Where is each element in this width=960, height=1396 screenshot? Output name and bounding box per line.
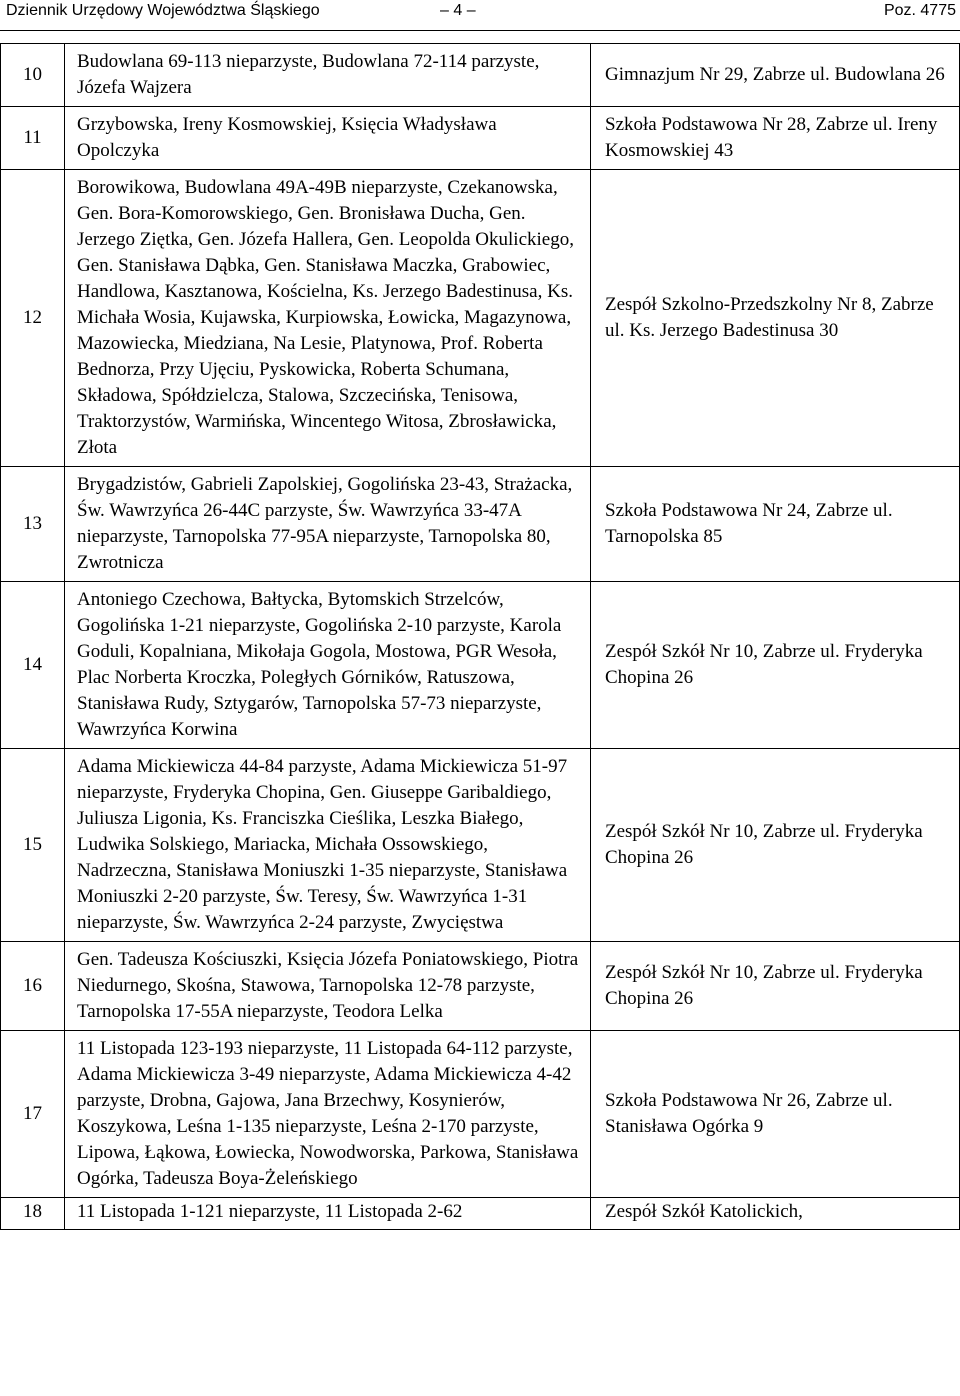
table-row (1, 107, 960, 170)
table-row (1, 942, 960, 1031)
streets-cell: Brygadzistów, Gabrieli Zapolskiej, Gogolińska 23-43, Strażacka, Św. Wawrzyńca 26-44C parzyste, Św. Wawrzyńca 33-47A nieparzyste, Tarnopolska 77-95A nieparzyste, Tarnopolska 80, Zwrotnicza (65, 467, 591, 582)
journal-title: Dziennik Urzędowy Województwa Śląskiego (6, 2, 320, 19)
district-number: 11 (1, 107, 65, 170)
streets-cell: 11 Listopada 123-193 nieparzyste, 11 Listopada 64-112 parzyste, Adama Mickiewicza 3-49 nieparzyste, Adama Mickiewicza 4-42 parzyste, Drobna, Gajowa, Jana Brzechwy, Kosynierów, Koszykowa, Leśna 1-135 nieparzyste, Leśna 2-170 parzyste, Lipowa, Łąkowa, Łowiecka, Nowodworska, Parkowa, Stanisława Ogórka, Tadeusza Boya-Żeleńskiego (65, 1031, 591, 1198)
table-row (1, 1031, 960, 1198)
item-position: Poz. 4775 (883, 2, 956, 19)
page-number: – 4 – (440, 2, 476, 19)
streets-cell: 11 Listopada 1-121 nieparzyste, 11 Listopada 2-62 (65, 1198, 591, 1230)
streets-cell: Gen. Tadeusza Kościuszki, Księcia Józefa Poniatowskiego, Piotra Niedurnego, Skośna, Stawowa, Tarnopolska 12-78 parzyste, Tarnopolska 17-55A nieparzyste, Teodora Lelka (65, 942, 591, 1031)
school-cell: Zespół Szkół Nr 10, Zabrze ul. Fryderyka Chopina 26 (591, 582, 960, 749)
school-cell: Szkoła Podstawowa Nr 26, Zabrze ul. Stanisława Ogórka 9 (591, 1031, 960, 1198)
table-row (1, 749, 960, 942)
school-cell: Zespół Szkolno-Przedszkolny Nr 8, Zabrze ul. Ks. Jerzego Badestinusa 30 (591, 170, 960, 467)
streets-cell: Borowikowa, Budowlana 49A-49B nieparzyste, Czekanowska, Gen. Bora-Komorowskiego, Gen. Bronisława Ducha, Gen. Jerzego Ziętka, Gen. Józefa Hallera, Gen. Leopolda Okulickiego, Gen. Stanisława Dąbka, Gen. Stanisława Maczka, Grabowiec, Handlowa, Kasztanowa, Kościelna, Ks. Jerzego Badestinusa, Ks. Michała Wosia, Kujawska, Kurpiowska, Łowicka, Magazynowa, Mazowiecka, Miedziana, Na Lesie, Platynowa, Prof. Roberta Bednorza, Przy Ujęciu, Pyskowicka, Roberta Schumana, Składowa, Spółdzielcza, Stalowa, Szczecińska, Tenisowa, Traktorzystów, Warmińska, Wincentego Witosa, Zbrosławicka, Złota (65, 170, 591, 467)
school-cell: Zespół Szkół Nr 10, Zabrze ul. Fryderyka Chopina 26 (591, 749, 960, 942)
school-cell: Gimnazjum Nr 29, Zabrze ul. Budowlana 26 (591, 44, 960, 107)
district-number: 13 (1, 467, 65, 582)
district-number: 17 (1, 1031, 65, 1198)
table-row (1, 467, 960, 582)
page-header (0, 0, 960, 36)
school-cell: Zespół Szkół Nr 10, Zabrze ul. Fryderyka Chopina 26 (591, 942, 960, 1031)
streets-cell: Adama Mickiewicza 44-84 parzyste, Adama Mickiewicza 51-97 nieparzyste, Fryderyka Chopina, Gen. Giuseppe Garibaldiego, Juliusza Ligonia, Ks. Franciszka Cieślika, Leszka Białego, Ludwika Solskiego, Mariacka, Michała Ossowskiego, Nadrzeczna, Stanisława Moniuszki 1-35 nieparzyste, Stanisława Moniuszki 2-20 parzyste, Św. Teresy, Św. Wawrzyńca 1-31 nieparzyste, Św. Wawrzyńca 2-24 parzyste, Zwycięstwa (65, 749, 591, 942)
streets-cell: Antoniego Czechowa, Bałtycka, Bytomskich Strzelców, Gogolińska 1-21 nieparzyste, Gogolińska 2-10 parzyste, Karola Goduli, Kopalniana, Mikołaja Gogola, Mostowa, PGR Wesoła, Plac Norberta Kroczka, Poległych Górników, Ratuszowa, Stanisława Rudy, Sztygarów, Tarnopolska 57-73 nieparzyste, Wawrzyńca Korwina (65, 582, 591, 749)
streets-cell: Grzybowska, Ireny Kosmowskiej, Księcia Władysława Opolczyka (65, 107, 591, 170)
district-number: 14 (1, 582, 65, 749)
table-row (1, 170, 960, 467)
streets-cell: Budowlana 69-113 nieparzyste, Budowlana 72-114 parzyste, Józefa Wajzera (65, 44, 591, 107)
table-row (1, 582, 960, 749)
district-number: 10 (1, 44, 65, 107)
school-cell: Zespół Szkół Katolickich, (591, 1198, 960, 1230)
district-number: 16 (1, 942, 65, 1031)
district-number: 15 (1, 749, 65, 942)
school-cell: Szkoła Podstawowa Nr 24, Zabrze ul. Tarnopolska 85 (591, 467, 960, 582)
districts-table (0, 43, 960, 1230)
table-row (1, 44, 960, 107)
header-rule (0, 30, 960, 31)
school-cell: Szkoła Podstawowa Nr 28, Zabrze ul. Ireny Kosmowskiej 43 (591, 107, 960, 170)
district-number: 12 (1, 170, 65, 467)
table-row (1, 1198, 960, 1230)
district-number: 18 (1, 1198, 65, 1230)
